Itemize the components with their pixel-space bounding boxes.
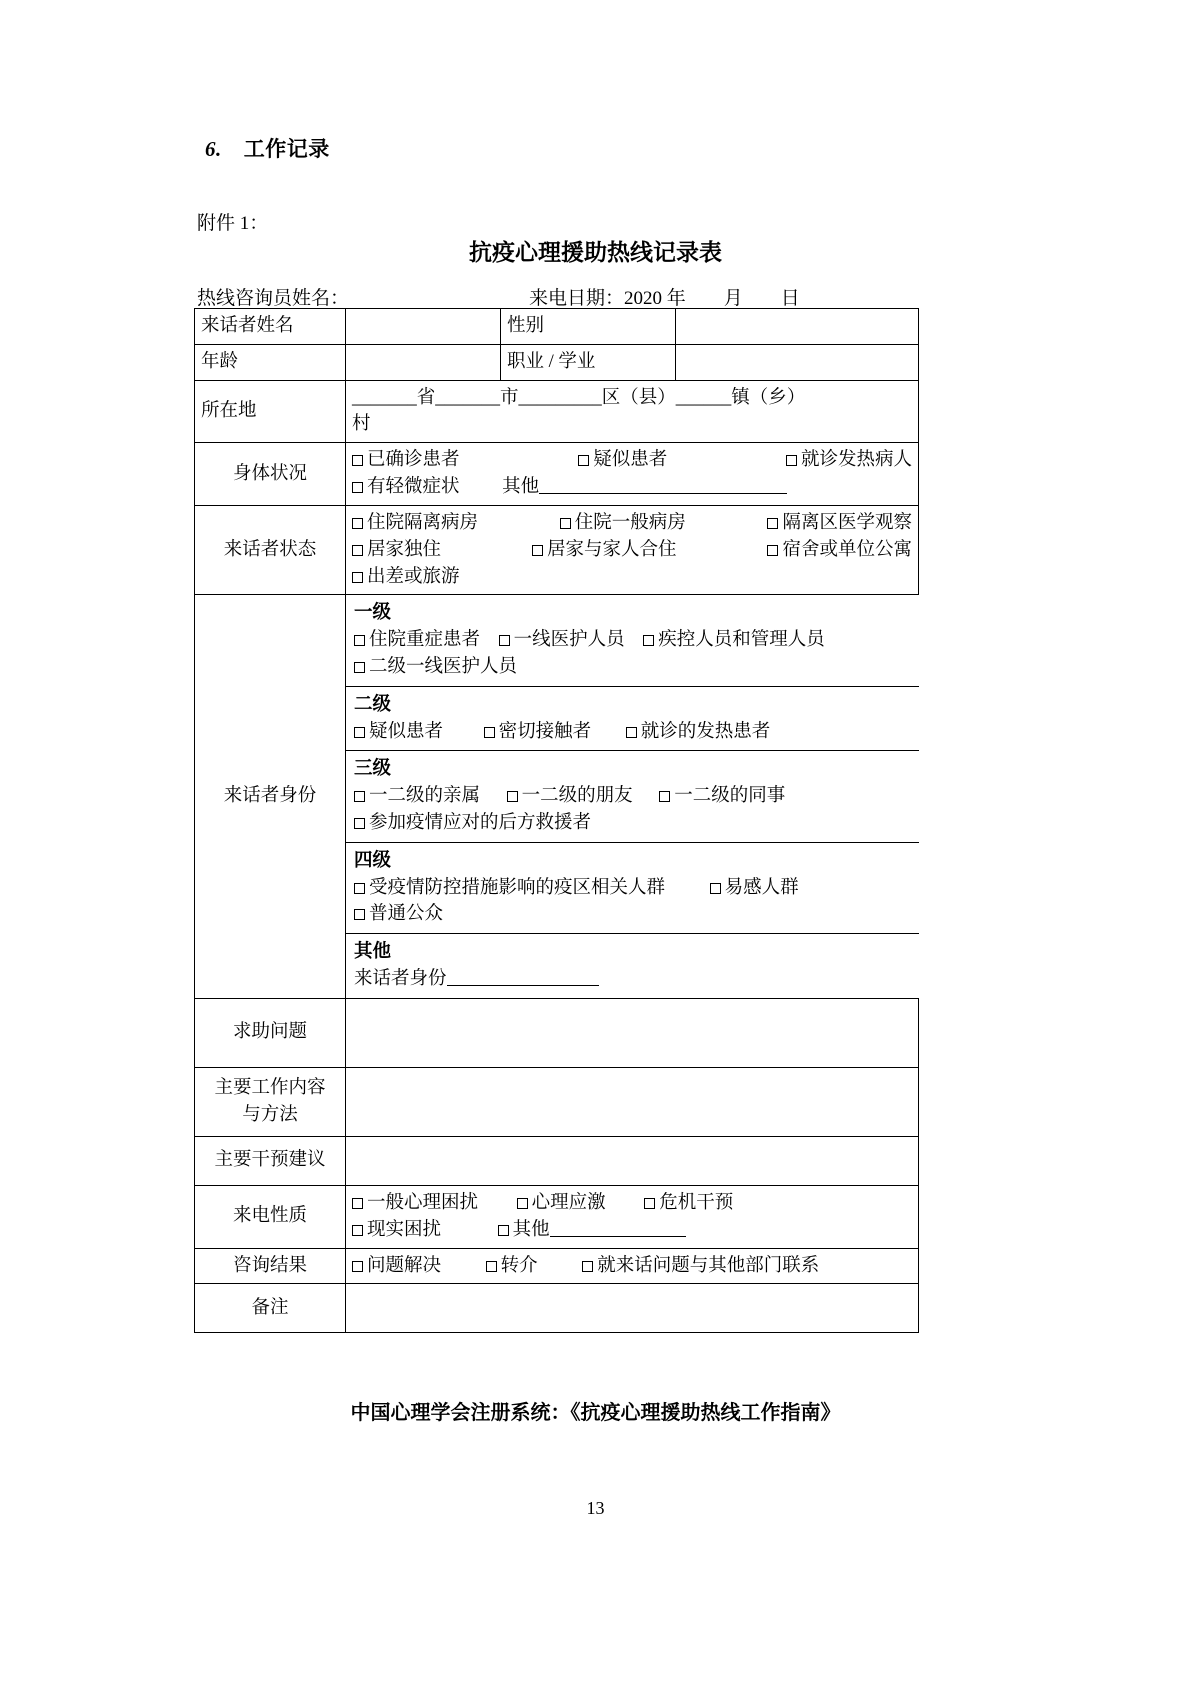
identity-level-1 <box>346 595 919 686</box>
option-label: 已确诊患者 <box>367 450 460 471</box>
physical-condition-options <box>346 443 919 506</box>
option-label: 疑似患者 <box>369 721 444 742</box>
age-label: 年龄 <box>195 344 346 380</box>
checkbox-option-crisis-intervention[interactable] <box>644 1190 733 1217</box>
checkbox-icon[interactable] <box>659 791 670 802</box>
main-work-label-line-2: 与方法 <box>242 1104 298 1125</box>
checkbox-option-confirmed-patient[interactable] <box>352 447 460 474</box>
checkbox-icon[interactable] <box>352 572 363 583</box>
checkbox-icon[interactable] <box>517 1198 528 1209</box>
checkbox-icon[interactable] <box>532 545 543 556</box>
checkbox-option-referral[interactable] <box>486 1253 538 1280</box>
physical-other-field[interactable] <box>502 474 787 501</box>
checkbox-icon[interactable] <box>644 1198 655 1209</box>
call-nature-label: 来电性质 <box>195 1185 346 1248</box>
option-label: 就诊的发热患者 <box>640 721 771 742</box>
caller-name-label: 来话者姓名 <box>195 309 346 345</box>
checkbox-icon[interactable] <box>499 635 510 646</box>
checkbox-icon[interactable] <box>560 518 571 529</box>
identity-level-2 <box>346 686 919 751</box>
checkbox-option-suspected-patient[interactable] <box>578 447 667 474</box>
option-line <box>354 875 911 902</box>
remark-field[interactable] <box>346 1284 919 1333</box>
option-line <box>352 447 912 474</box>
checkbox-icon[interactable] <box>352 1198 363 1209</box>
option-label: 住院一般病房 <box>574 512 686 533</box>
option-line <box>352 510 912 537</box>
option-label: 住院隔离病房 <box>367 512 479 533</box>
location-field[interactable] <box>346 380 919 443</box>
option-line <box>352 1217 912 1244</box>
checkbox-icon[interactable] <box>498 1225 509 1236</box>
option-label: 转介 <box>500 1255 538 1276</box>
option-label: 一般心理困扰 <box>367 1192 479 1213</box>
option-line <box>354 810 911 837</box>
checkbox-option-general-ward[interactable] <box>560 510 686 537</box>
checkbox-option-susceptible-population[interactable] <box>710 875 799 902</box>
checkbox-icon[interactable] <box>354 662 365 673</box>
option-line <box>354 783 911 810</box>
main-advice-field[interactable] <box>346 1136 919 1185</box>
section-number: 6. <box>205 137 222 161</box>
checkbox-icon[interactable] <box>354 791 365 802</box>
checkbox-icon[interactable] <box>352 1225 363 1236</box>
identity-level-4 <box>346 842 919 933</box>
checkbox-option-general-public[interactable] <box>354 901 443 928</box>
option-label: 疑似患者 <box>593 450 668 471</box>
checkbox-icon[interactable] <box>484 727 495 738</box>
option-label: 住院重症患者 <box>369 630 481 651</box>
identity-level-row <box>346 842 919 933</box>
attachment-label: 附件 1： <box>197 213 269 234</box>
checkbox-option-general-distress[interactable] <box>352 1190 478 1217</box>
option-label: 易感人群 <box>724 877 799 898</box>
checkbox-option-friend-of-l1-l2[interactable] <box>507 783 633 810</box>
gender-field[interactable] <box>676 309 919 345</box>
option-label: 疾控人员和管理人员 <box>658 630 825 651</box>
option-label: 出差或旅游 <box>367 566 460 587</box>
identity-level-row <box>346 751 919 842</box>
section-title: 工作记录 <box>243 137 330 161</box>
checkbox-option-affected-epidemic-area-population[interactable] <box>354 875 665 902</box>
gender-label: 性别 <box>501 309 676 345</box>
option-label: 危机干预 <box>659 1192 734 1213</box>
call-date-label: 来电日期：2020 年 月 日 <box>529 288 800 309</box>
level-title: 一级 <box>354 603 392 624</box>
page-number: 13 <box>586 1498 605 1518</box>
option-line <box>352 564 912 591</box>
option-label: 二级一线医护人员 <box>369 656 518 677</box>
form-title: 抗疫心理援助热线记录表 <box>469 240 722 265</box>
occupation-field[interactable] <box>676 344 919 380</box>
option-label: 居家与家人合住 <box>546 539 677 560</box>
option-label: 密切接触者 <box>498 721 592 742</box>
location-label: 所在地 <box>195 380 346 443</box>
write-in-line[interactable] <box>539 475 787 495</box>
identity-level-row <box>346 686 919 751</box>
checkbox-icon[interactable] <box>578 455 589 466</box>
option-label: 现实困扰 <box>367 1219 442 1240</box>
option-line <box>354 966 911 993</box>
checkbox-icon[interactable] <box>710 883 721 894</box>
checkbox-icon[interactable] <box>507 791 518 802</box>
option-label: 就来话问题与其他部门联系 <box>597 1255 820 1276</box>
identity-other-label: 来话者身份 <box>354 969 447 990</box>
option-label: 就诊发热病人 <box>800 450 912 471</box>
identity-level-table <box>346 595 919 998</box>
checkbox-icon[interactable] <box>352 545 363 556</box>
checkbox-icon[interactable] <box>354 909 365 920</box>
location-line-1: _______省_______市_________区（县）______镇（乡） <box>352 387 806 408</box>
option-line <box>354 719 911 746</box>
option-line <box>352 1190 912 1217</box>
option-line <box>352 1253 912 1280</box>
option-label: 一二级的朋友 <box>521 786 633 807</box>
help-problem-field[interactable] <box>346 998 919 1067</box>
option-label: 一二级的同事 <box>674 786 786 807</box>
checkbox-option-contact-other-department[interactable] <box>582 1253 819 1280</box>
checkbox-option-call-nature-other[interactable] <box>498 1217 686 1244</box>
checkbox-option-psychological-stress[interactable] <box>517 1190 606 1217</box>
table-row <box>195 1284 919 1333</box>
checkbox-icon[interactable] <box>786 455 797 466</box>
main-work-label <box>195 1067 346 1136</box>
checkbox-icon[interactable] <box>767 545 778 556</box>
table-row <box>195 1185 919 1248</box>
option-label: 心理应激 <box>531 1192 606 1213</box>
caller-identity-levels <box>346 595 919 999</box>
option-label: 一二级的亲属 <box>369 786 481 807</box>
checkbox-icon[interactable] <box>582 1261 593 1272</box>
option-label: 受疫情防控措施影响的疫区相关人群 <box>369 877 666 898</box>
consult-result-options <box>346 1248 919 1284</box>
checkbox-icon[interactable] <box>352 482 363 493</box>
checkbox-icon[interactable] <box>352 1261 363 1272</box>
option-line <box>354 901 911 928</box>
checkbox-icon[interactable] <box>354 818 365 829</box>
main-work-field[interactable] <box>346 1067 919 1136</box>
counselor-name-label: 热线咨询员姓名： <box>197 288 350 309</box>
checkbox-option-quarantine-observation[interactable] <box>767 510 912 537</box>
option-label: 参加疫情应对的后方救援者 <box>369 813 592 833</box>
write-in-line[interactable] <box>447 967 599 987</box>
table-row <box>195 309 919 345</box>
identity-level-row <box>346 595 919 686</box>
main-advice-label: 主要干预建议 <box>195 1136 346 1185</box>
option-label: 有轻微症状 <box>367 477 460 498</box>
caller-state-label: 来话者状态 <box>195 505 346 594</box>
checkbox-option-rear-rescue-participant[interactable] <box>354 810 591 837</box>
checkbox-option-fever-outpatient[interactable] <box>786 447 912 474</box>
checkbox-icon[interactable] <box>767 518 778 529</box>
option-label: 宿舍或单位公寓 <box>782 539 912 560</box>
checkbox-option-close-contact[interactable] <box>484 719 592 746</box>
level-title: 二级 <box>354 694 392 715</box>
checkbox-icon[interactable] <box>354 883 365 894</box>
main-work-label-line-1: 主要工作内容 <box>214 1078 326 1099</box>
table-row <box>195 1136 919 1185</box>
footer-note: 中国心理学会注册系统：《抗疫心理援助热线工作指南》 <box>350 1402 841 1424</box>
checkbox-option-mild-symptoms[interactable] <box>352 474 460 501</box>
checkbox-option-severe-inpatient[interactable] <box>354 627 480 654</box>
call-nature-options <box>346 1185 919 1248</box>
write-in-line[interactable] <box>550 1217 686 1237</box>
table-row <box>195 380 919 443</box>
checkbox-option-colleague-of-l1-l2[interactable] <box>659 783 785 810</box>
option-label: 居家独住 <box>367 539 442 560</box>
consult-result-label: 咨询结果 <box>195 1248 346 1284</box>
table-row <box>195 595 919 999</box>
checkbox-option-home-with-family[interactable] <box>532 537 677 564</box>
checkbox-option-dorm-or-company-apartment[interactable] <box>767 537 912 564</box>
option-label: 隔离区医学观察 <box>782 512 912 533</box>
table-row <box>195 344 919 380</box>
caller-identity-label: 来话者身份 <box>195 595 346 999</box>
location-line-2: 村 <box>352 414 371 435</box>
option-line <box>352 537 912 564</box>
caller-state-options <box>346 505 919 594</box>
checkbox-option-suspected-patient-l2[interactable] <box>354 719 443 746</box>
checkbox-option-frontline-medical-staff[interactable] <box>499 627 625 654</box>
option-label: 其他 <box>512 1219 550 1240</box>
level-title: 四级 <box>354 850 392 871</box>
option-line <box>354 654 911 681</box>
checkbox-option-relative-of-l1-l2[interactable] <box>354 783 480 810</box>
checkbox-icon[interactable] <box>354 727 365 738</box>
table-row <box>195 998 919 1067</box>
checkbox-icon[interactable] <box>626 727 637 738</box>
option-label: 一线医护人员 <box>513 630 625 651</box>
level-title: 三级 <box>354 759 392 780</box>
table-row <box>195 1248 919 1284</box>
physical-condition-label: 身体状况 <box>195 443 346 506</box>
age-field[interactable] <box>346 344 501 380</box>
section-heading <box>205 133 330 163</box>
identity-level-row <box>346 934 919 998</box>
caller-name-field[interactable] <box>346 309 501 345</box>
checkbox-option-practical-difficulty[interactable] <box>352 1217 441 1244</box>
checkbox-icon[interactable] <box>354 635 365 646</box>
option-label: 普通公众 <box>369 904 444 925</box>
table-row <box>195 505 919 594</box>
checkbox-icon[interactable] <box>352 455 363 466</box>
checkbox-option-problem-resolved[interactable] <box>352 1253 441 1280</box>
hotline-record-table <box>194 308 919 1333</box>
checkbox-option-cdc-and-management-staff[interactable] <box>643 627 825 654</box>
form-meta-row <box>197 283 927 310</box>
checkbox-option-business-trip-or-travel[interactable] <box>352 564 460 591</box>
checkbox-option-fever-patient-seen[interactable] <box>626 719 771 746</box>
help-problem-label: 求助问题 <box>195 998 346 1067</box>
checkbox-icon[interactable] <box>486 1261 497 1272</box>
option-line <box>354 627 911 654</box>
table-row <box>195 443 919 506</box>
level-title: 其他 <box>354 942 392 963</box>
checkbox-option-secondary-frontline-medical-staff[interactable] <box>354 654 517 681</box>
remark-label: 备注 <box>195 1284 346 1333</box>
option-label: 问题解决 <box>367 1255 442 1276</box>
checkbox-option-home-alone[interactable] <box>352 537 441 564</box>
identity-level-3 <box>346 751 919 842</box>
occupation-label: 职业 / 学业 <box>501 344 676 380</box>
checkbox-icon[interactable] <box>352 518 363 529</box>
checkbox-option-isolation-ward[interactable] <box>352 510 478 537</box>
table-row <box>195 1067 919 1136</box>
checkbox-icon[interactable] <box>643 635 654 646</box>
option-line <box>352 474 912 501</box>
option-label: 其他 <box>502 477 540 498</box>
identity-other <box>346 934 919 998</box>
